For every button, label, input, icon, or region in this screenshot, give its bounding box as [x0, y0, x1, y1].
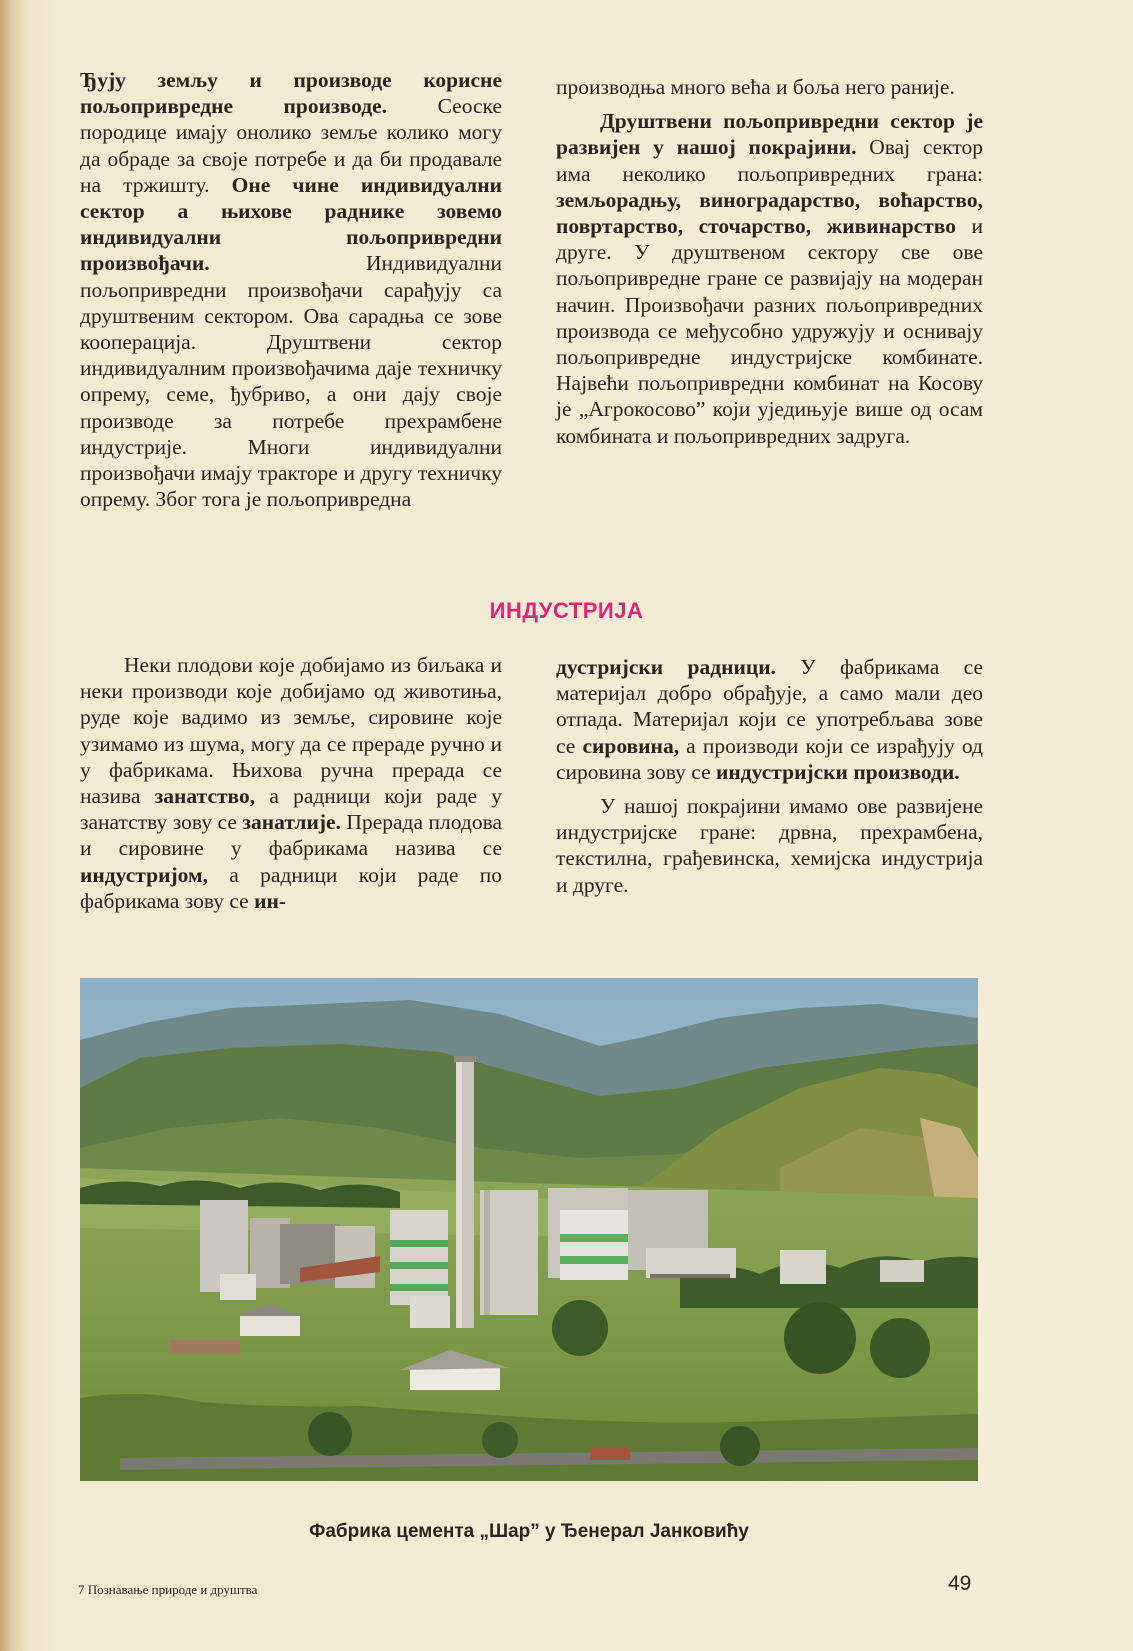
footer-note: 7 Познавање природе и друштва: [78, 1582, 258, 1597]
text-column-bottom-right: [556, 654, 983, 898]
text-column-bottom-left: [80, 652, 502, 914]
paragraph: производња много већа и боља него раније.: [556, 75, 955, 99]
text-column-top-left: [80, 67, 502, 512]
bold-term: сировина,: [582, 733, 680, 758]
bold-term: занатство,: [154, 784, 256, 809]
bold-term: ин-: [254, 888, 287, 913]
bold-term: занатлије.: [242, 810, 341, 835]
paragraph: Друштвени пољопривредни сектор је развијен у нашој покрајини. Овај сектор има неколико пољопривредних грана: земљорадњу, виноградарство, воћарство, повртарство, сточарство, живинарство и друге. У друштвеном сектору све ове пољопривредне гране се развијају на модеран начин. Произвођачи разних пољопривредних производа се међусобно удружују и оснивају пољопривредне индустријске комбинате. Највећи пољопривредни комбинат на Косову је „Агрокосово” који уједињује више од осам комбината и пољопривредних задруга.: [556, 109, 983, 448]
paragraph: Ђују земљу и производе корисне пољопривредне производе. Сеоске породице имају онолико земље колико могу да обраде за своје потребе и да би продавале на тржишту. Оне чине индивидуални сектор а њихове раднике зовемо индивидуални пољопривредни произвођачи. Индивидуални пољопривредни произвођачи сарађују са друштвеним сектором. Ова сарадња се зове кооперација. Друштвени сектор индивидуалним произвођачима даје техничку опрему, семе, ђубриво, а они дају своје производе за потребе прехрамбене индустрије. Многи индивидуални произвођачи имају тракторе и другу техничку опрему. Због тога је пољопривредна: [80, 68, 502, 512]
paragraph: дустријски радници. У фабрикама се материјал добро обрађује, а само мали део отпада. Материјал који се употребљава зове се сировина, а производи који се израђују од сировина зову се индустријски производи.: [556, 655, 984, 784]
bold-term: дустријски радници.: [556, 655, 777, 679]
photo-caption: Фабрика цемента „Шар” у Ђенерал Јанковићу: [309, 1521, 749, 1542]
section-heading: ИНДУСТРИЈА: [489, 598, 644, 623]
bold-term: индустријом,: [80, 862, 208, 887]
bold-term: земљорадњу, виноградарство, воћарство, повртарство, сточарство, живинарство: [556, 187, 983, 239]
cement-factory-photo: [80, 978, 978, 1481]
bold-term: Оне чине индивидуални сектор а њихове раднике зовемо индивидуални пољопривредни произвођачи.: [80, 172, 502, 276]
paragraph: Неки плодови које добијамо из биљака и неки производи које добијамо од животиња, руде које вадимо из земље, сировине које узимамо из шума, могу да се прераде ручно и у фабрикама. Њихова ручна прерада се назива занатство, а радници који раде у занатству зову се занатлије. Прерада плодова и сировине у фабрикама назива се индустријом, а радници који раде по фабрикама зову се ин-: [80, 653, 502, 913]
bold-term: Ђују земљу и производе корисне пољопривредне производе.: [80, 68, 502, 119]
bold-term: индустријски производи.: [716, 759, 960, 784]
page-number: 49: [948, 1572, 972, 1595]
paragraph: У нашој покрајини имамо ове развијене индустријске гране: дрвна, прехрамбена, текстилна, грађевинска, хемијска индустрија и друге.: [556, 794, 983, 897]
text-column-top-right: [556, 74, 983, 449]
bold-term: Друштвени пољопривредни сектор је развијен у нашој покрајини.: [556, 109, 983, 160]
